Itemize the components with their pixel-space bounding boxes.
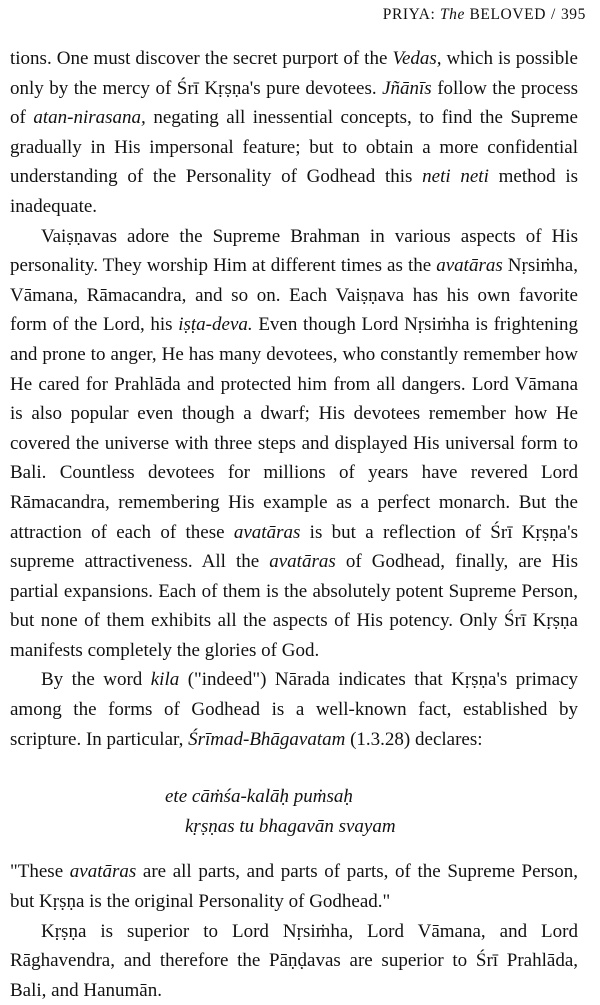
italic-run: avatāras <box>269 551 336 573</box>
verse-line-1: ete cāṁśa-kalāḥ puṁsaḥ <box>165 786 353 808</box>
text-run: Nṛsiṁha, Vāmana, Rāmacandra, and so on. Each Vaiṣṇava has his own favorite form of the Lord, his <box>10 255 578 336</box>
paragraph-1 <box>10 44 578 222</box>
verse-line-2: kṛṣṇas tu bhagavān svayam <box>185 815 396 837</box>
paragraph-3 <box>10 665 578 754</box>
italic-run: Śrīmad-Bhāgavatam <box>188 728 346 750</box>
body-text <box>10 44 578 1005</box>
running-head-a: PRIYA: <box>382 6 436 23</box>
text-run: By the word <box>41 669 151 691</box>
text-run: ("indeed") Nārada indicates that Kṛṣṇa's primacy among the forms of Godhead is a well-known fact, established by scripture. In particular, <box>10 669 578 750</box>
text-run: of Godhead, finally, are His partial expansions. Each of them is the absolutely potent Supreme Person, but none of them exhibits all the aspects of His potency. Only Śrī Kṛṣṇa manifests completely the glories of God. <box>10 551 578 661</box>
text-run: method is inadequate. <box>10 166 578 217</box>
text-run: which is possible only by the mercy of Śrī Kṛṣṇa's pure devotees. <box>10 48 578 99</box>
text-run: follow the process of <box>10 77 578 129</box>
italic-run: Vedas, <box>392 48 442 69</box>
text-run: is but a reflection of Śrī Kṛṣṇa's supreme attractiveness. All the <box>10 521 578 573</box>
italic-run: atan-nirasana, <box>33 107 146 129</box>
paragraph-2 <box>10 222 578 666</box>
page-number: 395 <box>560 6 586 23</box>
italic-run: kila <box>150 669 180 691</box>
text-run: negating all inessential concepts, to find the Supreme gradually in His impersonal feature; but to obtain a more confidential understanding of the Personality of Godhead this <box>10 107 578 188</box>
italic-run: avatāras <box>233 521 301 543</box>
italic-run: neti neti <box>422 166 489 188</box>
text-run: "These <box>10 861 70 883</box>
running-head-c: BELOVED <box>469 6 547 23</box>
text-run: (1.3.28) declares: <box>345 728 483 750</box>
paragraph-5 <box>10 917 578 1005</box>
italic-run: Jñānīs <box>382 77 432 99</box>
italic-run: avatāras <box>69 861 137 883</box>
italic-run: iṣṭa-deva. <box>178 314 253 336</box>
text-run: tions. One must discover the secret purport of the <box>10 48 393 69</box>
paragraph-4 <box>10 857 578 916</box>
header-separator: / <box>551 6 556 23</box>
running-head-b: The <box>439 6 465 23</box>
text-run: Even though Lord Nṛsiṁha is frightening and prone to anger, He has many devotees, who constantly remember how He cared for Prahlāda and protected him from all dangers. Lord Vāmana is also popular even though a dwarf; His devotees remember how He covered the universe with three steps and displayed His universal form to Bali. Countless devotees for millions of years have revered Lord Rāmacandra, remembering His example as a perfect monarch. But the attraction of each of these <box>10 314 579 543</box>
text-run: are all parts, and parts of parts, of the Supreme Person, but Kṛṣṇa is the original Personality of Godhead." <box>10 861 579 913</box>
italic-run: avatāras <box>436 255 503 277</box>
text-run: Kṛṣṇa is superior to Lord Nṛsiṁha, Lord Vāmana, and Lord Rāghavendra, and therefore the Pāṇḍavas are superior to Śrī Prahlāda, Bali, and Hanumān. <box>10 920 578 1001</box>
verse-block <box>10 782 578 841</box>
text-run: Vaiṣṇavas adore the Supreme Brahman in various aspects of His personality. They worship Him at different times as the <box>10 225 578 277</box>
running-header <box>383 6 586 24</box>
